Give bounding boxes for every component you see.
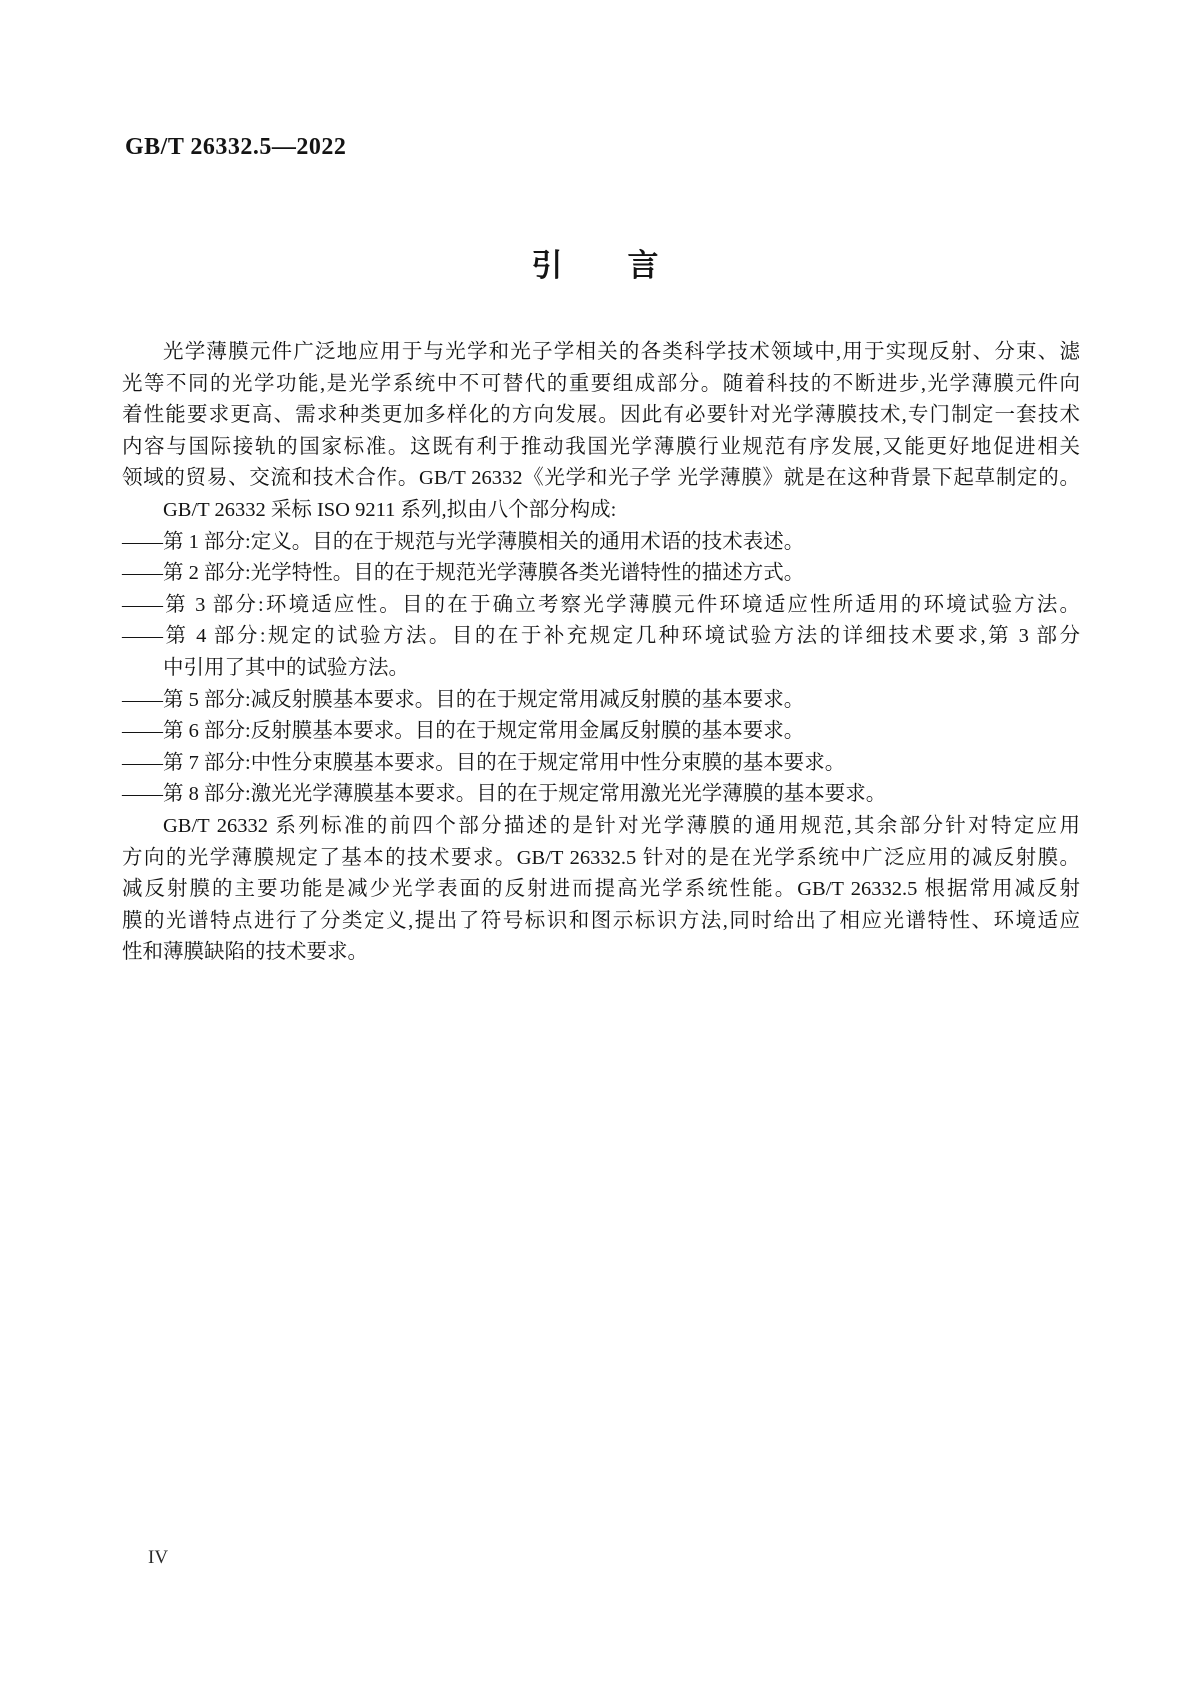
para-line: 光等不同的光学功能,是光学系统中不可替代的重要组成部分。随着科技的不断进步,光学薄膜元件向 bbox=[122, 372, 1080, 395]
series-part-item-continuation: 中引用了其中的试验方法。 bbox=[163, 656, 409, 679]
series-part-item: ——第 2 部分:光学特性。目的在于规范光学薄膜各类光谱特性的描述方式。 bbox=[122, 562, 805, 585]
para-line: 内容与国际接轨的国家标准。这既有利于推动我国光学薄膜行业规范有序发展,又能更好地促进相关 bbox=[122, 435, 1080, 458]
para-line: 性和薄膜缺陷的技术要求。 bbox=[122, 941, 368, 964]
para-line: GB/T 26332 采标 ISO 9211 系列,拟由八个部分构成: bbox=[163, 498, 617, 521]
para-line: 光学薄膜元件广泛地应用于与光学和光子学相关的各类科学技术领域中,用于实现反射、分束、滤 bbox=[163, 341, 1080, 363]
series-part-item: ——第 4 部分:规定的试验方法。目的在于补充规定几种环境试验方法的详细技术要求,第 3 部分 bbox=[122, 625, 1080, 648]
para-line: 领域的贸易、交流和技术合作。GB/T 26332《光学和光子学 光学薄膜》就是在这种背景下起草制定的。 bbox=[122, 467, 1080, 490]
para-line: 减反射膜的主要功能是减少光学表面的反射进而提高光学系统性能。GB/T 26332.5 根据常用减反射 bbox=[122, 878, 1080, 901]
series-part-item: ——第 6 部分:反射膜基本要求。目的在于规定常用金属反射膜的基本要求。 bbox=[122, 720, 805, 743]
series-part-item: ——第 5 部分:减反射膜基本要求。目的在于规定常用减反射膜的基本要求。 bbox=[122, 688, 805, 711]
series-part-item: ——第 3 部分:环境适应性。目的在于确立考察光学薄膜元件环境适应性所适用的环境试验方法。 bbox=[122, 593, 1080, 616]
para-line: GB/T 26332 系列标准的前四个部分描述的是针对光学薄膜的通用规范,其余部分针对特定应用 bbox=[163, 814, 1080, 837]
para-line: 方向的光学薄膜规定了基本的技术要求。GB/T 26332.5 针对的是在光学系统中广泛应用的减反射膜。 bbox=[122, 846, 1080, 869]
section-title-char: 言 bbox=[627, 248, 660, 283]
series-part-item: ——第 1 部分:定义。目的在于规范与光学薄膜相关的通用术语的技术表述。 bbox=[122, 530, 805, 553]
standard-code: GB/T 26332.5—2022 bbox=[125, 134, 347, 160]
section-title bbox=[0, 240, 1191, 285]
series-part-item: ——第 7 部分:中性分束膜基本要求。目的在于规定常用中性分束膜的基本要求。 bbox=[122, 751, 846, 774]
page-number: IV bbox=[148, 1547, 169, 1568]
intro-content bbox=[122, 337, 1080, 969]
series-part-item: ——第 8 部分:激光光学薄膜基本要求。目的在于规定常用激光光学薄膜的基本要求。 bbox=[122, 783, 887, 806]
para-line: 膜的光谱特点进行了分类定义,提出了符号标识和图示标识方法,同时给出了相应光谱特性、环境适应 bbox=[122, 909, 1080, 932]
section-title-char: 引 bbox=[531, 248, 564, 283]
para-line: 着性能要求更高、需求种类更加多样化的方向发展。因此有必要针对光学薄膜技术,专门制定一套技术 bbox=[122, 404, 1080, 427]
